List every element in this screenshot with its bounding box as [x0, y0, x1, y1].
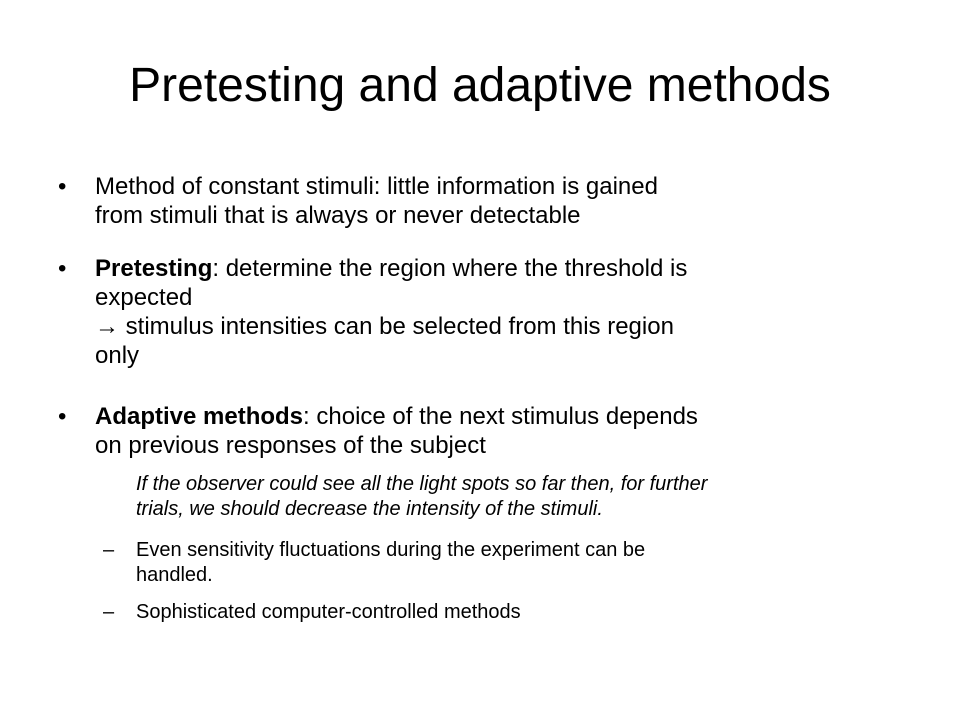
bullet-dot: • [58, 255, 67, 282]
bullet-dot: • [58, 173, 67, 200]
bullet-line-rest: : determine the region where the threshold is [212, 255, 688, 282]
bullet-line [95, 312, 905, 341]
slide-title: Pretesting and adaptive methods [129, 59, 831, 112]
bullet-text [95, 402, 905, 460]
bullet-text [95, 172, 905, 230]
arrow-right-icon: → [95, 313, 119, 340]
sub-bullet-line: handled. [136, 564, 213, 586]
sub-bullet-line: Sophisticated computer-controlled methods [136, 601, 521, 623]
term-adaptive-methods: Adaptive methods [95, 403, 304, 430]
sub-bullet-text [136, 600, 896, 625]
bullet-line-rest: : choice of the next stimulus depends [303, 403, 698, 430]
bullet-line-rest: stimulus intensities can be selected from this region [119, 313, 674, 340]
dash-mark: – [103, 539, 115, 561]
bullet-line: expected [95, 284, 193, 311]
bullet-dot: • [58, 403, 67, 430]
bullet-line: from stimuli that is always or never detectable [95, 202, 581, 229]
bullet-line: on previous responses of the subject [95, 432, 486, 459]
dash-mark: – [103, 601, 115, 623]
bullet-line [95, 402, 905, 431]
bullet-line: Method of constant stimuli: little information is gained [95, 173, 658, 200]
sub-bullet-line: Even sensitivity fluctuations during the experiment can be [136, 539, 646, 561]
note-line: trials, we should decrease the intensity of the stimuli. [136, 498, 603, 520]
sub-bullet-text [136, 538, 896, 588]
bullet-line: only [95, 342, 140, 369]
note-line: If the observer could see all the light spots so far then, for further [136, 473, 708, 495]
bullet-line [95, 254, 905, 283]
example-note [136, 472, 916, 522]
bullet-text [95, 254, 905, 370]
term-pretesting: Pretesting [95, 255, 213, 282]
